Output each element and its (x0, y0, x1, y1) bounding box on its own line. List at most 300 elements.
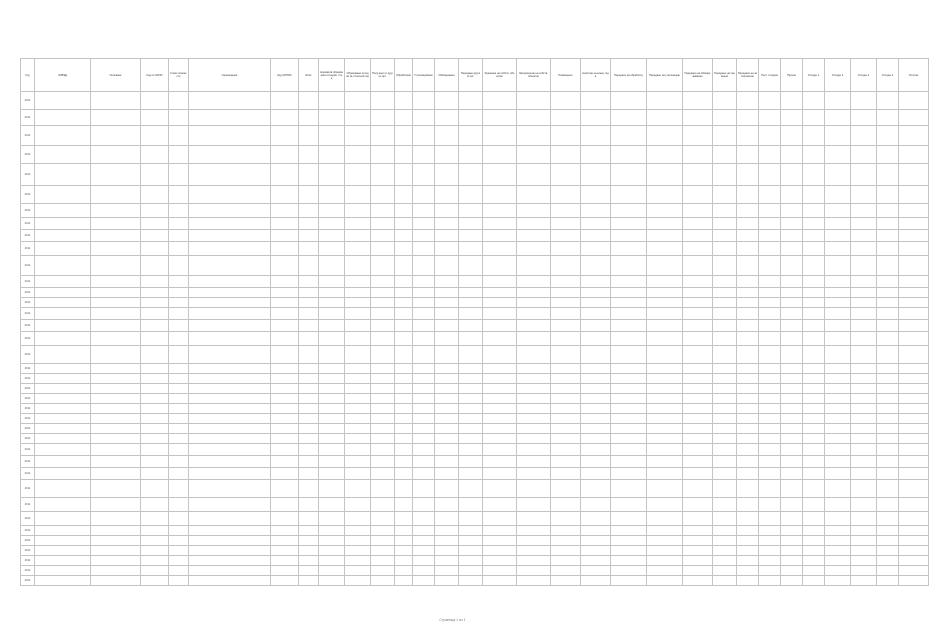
table-cell (551, 346, 581, 364)
table-cell: 2014 (21, 498, 35, 512)
table-cell (713, 456, 737, 468)
table-cell (91, 276, 141, 288)
table-cell (459, 566, 483, 576)
table-cell (459, 456, 483, 468)
table-cell (345, 556, 371, 566)
table-cell (851, 444, 877, 456)
column-header: Наличие на конец года (581, 59, 611, 92)
table-cell (395, 204, 413, 218)
table-cell (395, 110, 413, 126)
table-cell (551, 394, 581, 404)
table-cell (517, 576, 551, 586)
table-cell (395, 164, 413, 186)
table-cell (319, 394, 345, 404)
table-cell (611, 468, 647, 480)
table-cell (877, 384, 899, 394)
table-cell (169, 480, 189, 498)
table-cell (91, 576, 141, 586)
table-cell (759, 394, 781, 404)
table-cell (319, 364, 345, 374)
table-cell (189, 498, 271, 512)
table-row (21, 126, 929, 146)
table-cell (299, 394, 319, 404)
table-cell (345, 526, 371, 536)
table-cell (271, 92, 299, 110)
table-cell (413, 546, 435, 556)
table-cell (483, 404, 517, 414)
column-header: Норматив образования отходов, т/год (319, 59, 345, 92)
table-cell (189, 164, 271, 186)
table-cell (189, 242, 271, 256)
table-cell (345, 288, 371, 298)
table-cell (803, 456, 825, 468)
table-cell (319, 186, 345, 204)
table-cell (271, 456, 299, 468)
table-cell (899, 218, 929, 230)
table-cell (759, 218, 781, 230)
table-cell (271, 186, 299, 204)
column-header: Класс опасности (169, 59, 189, 92)
table-cell (395, 414, 413, 424)
table-cell (759, 546, 781, 556)
table-cell (759, 384, 781, 394)
table-cell (371, 576, 395, 586)
table-cell (395, 126, 413, 146)
table-cell (899, 332, 929, 346)
table-cell (759, 566, 781, 576)
table-cell (647, 276, 683, 288)
table-cell (413, 384, 435, 394)
table-cell (517, 298, 551, 308)
table-cell (551, 444, 581, 456)
table-cell (781, 346, 803, 364)
table-cell (371, 374, 395, 384)
table-cell (459, 546, 483, 556)
table-cell (611, 566, 647, 576)
table-cell (825, 256, 851, 276)
table-cell (713, 308, 737, 320)
table-cell (299, 186, 319, 204)
table-cell (413, 276, 435, 288)
table-cell: 2014 (21, 320, 35, 332)
table-cell (395, 288, 413, 298)
table-cell (435, 164, 459, 186)
table-cell (759, 536, 781, 546)
table-cell (803, 320, 825, 332)
table-cell (683, 374, 713, 384)
table-cell (345, 374, 371, 384)
table-cell (803, 512, 825, 526)
table-cell (345, 566, 371, 576)
table-cell (141, 434, 169, 444)
table-cell (581, 256, 611, 276)
table-cell (899, 394, 929, 404)
table-cell (413, 374, 435, 384)
table-cell (877, 256, 899, 276)
table-cell (581, 308, 611, 320)
table-cell (877, 526, 899, 536)
table-cell (803, 576, 825, 586)
table-cell (413, 332, 435, 346)
table-cell (899, 456, 929, 468)
table-cell (35, 444, 91, 456)
table-cell (581, 434, 611, 444)
table-cell (435, 332, 459, 346)
table-cell (803, 288, 825, 298)
table-cell (611, 92, 647, 110)
table-cell (781, 498, 803, 512)
table-cell (713, 498, 737, 512)
table-cell (551, 298, 581, 308)
table-cell (319, 566, 345, 576)
column-header: Отходы 2 (825, 59, 851, 92)
table-cell (459, 374, 483, 384)
table-cell (345, 276, 371, 288)
table-cell (877, 374, 899, 384)
table-cell (737, 204, 759, 218)
table-cell (319, 288, 345, 298)
table-cell (413, 424, 435, 434)
table-cell (759, 242, 781, 256)
table-cell (395, 242, 413, 256)
table-cell (141, 346, 169, 364)
table-cell (189, 434, 271, 444)
table-cell (551, 498, 581, 512)
table-cell (319, 512, 345, 526)
table-cell (319, 276, 345, 288)
table-cell (319, 218, 345, 230)
table-cell (483, 374, 517, 384)
table-cell (395, 468, 413, 480)
table-cell (825, 186, 851, 204)
column-header: Прочие (781, 59, 803, 92)
table-cell (345, 394, 371, 404)
table-cell (611, 394, 647, 404)
column-header: Отходы 1 (803, 59, 825, 92)
table-cell (435, 110, 459, 126)
table-cell (35, 576, 91, 586)
table-cell (91, 126, 141, 146)
table-cell (169, 414, 189, 424)
table-cell (581, 444, 611, 456)
table-cell (737, 276, 759, 288)
table-cell (611, 218, 647, 230)
table-cell (581, 346, 611, 364)
table-cell (581, 566, 611, 576)
table-cell (899, 526, 929, 536)
table-cell (551, 164, 581, 186)
table-cell (91, 256, 141, 276)
column-header: Год (21, 59, 35, 92)
table-cell (459, 92, 483, 110)
table-cell (781, 298, 803, 308)
table-cell (189, 288, 271, 298)
table-cell (611, 374, 647, 384)
table-cell (371, 404, 395, 414)
table-cell (395, 434, 413, 444)
table-cell (169, 256, 189, 276)
table-cell (483, 384, 517, 394)
table-cell: 2014 (21, 92, 35, 110)
table-cell (413, 204, 435, 218)
table-cell (551, 256, 581, 276)
table-cell (611, 444, 647, 456)
table-cell (899, 298, 929, 308)
table-cell (141, 566, 169, 576)
table-cell (825, 424, 851, 434)
table-cell (551, 276, 581, 288)
table-cell (877, 126, 899, 146)
table-cell (35, 256, 91, 276)
table-cell (899, 468, 929, 480)
table-cell (551, 332, 581, 346)
table-cell (611, 126, 647, 146)
table-cell (581, 374, 611, 384)
table-row (21, 556, 929, 566)
table-cell (435, 468, 459, 480)
table-cell (435, 288, 459, 298)
table-cell (435, 512, 459, 526)
table-cell (345, 218, 371, 230)
table-cell (345, 308, 371, 320)
table-cell (825, 92, 851, 110)
table-cell (91, 164, 141, 186)
table-cell (35, 394, 91, 404)
table-cell (459, 332, 483, 346)
table-cell (435, 566, 459, 576)
table-cell (611, 346, 647, 364)
table-row (21, 164, 929, 186)
table-cell (825, 414, 851, 424)
table-cell (319, 434, 345, 444)
table-cell (611, 288, 647, 298)
table-cell (413, 536, 435, 546)
table-cell (683, 556, 713, 566)
table-cell (371, 110, 395, 126)
table-cell (825, 126, 851, 146)
table-row (21, 394, 929, 404)
table-cell (581, 276, 611, 288)
table-cell (611, 526, 647, 536)
table-cell (435, 384, 459, 394)
table-cell (517, 526, 551, 536)
table-cell (581, 384, 611, 394)
table-cell (825, 204, 851, 218)
table-cell (759, 288, 781, 298)
table-cell (803, 186, 825, 204)
table-cell (611, 242, 647, 256)
table-cell (435, 298, 459, 308)
column-header: Передано на захоронение (737, 59, 759, 92)
table-cell (371, 536, 395, 546)
table-cell: 2014 (21, 556, 35, 566)
table-cell (189, 276, 271, 288)
table-cell (319, 230, 345, 242)
table-cell (759, 186, 781, 204)
table-cell (435, 92, 459, 110)
table-cell (851, 164, 877, 186)
table-cell (683, 498, 713, 512)
table-cell (713, 480, 737, 498)
table-cell (435, 480, 459, 498)
table-cell (435, 346, 459, 364)
table-cell (395, 424, 413, 434)
table-cell (647, 526, 683, 536)
table-row (21, 414, 929, 424)
table-cell (459, 480, 483, 498)
table-cell (395, 218, 413, 230)
table-cell (395, 276, 413, 288)
table-cell (899, 480, 929, 498)
table-cell (459, 204, 483, 218)
table-cell (647, 186, 683, 204)
table-cell (299, 424, 319, 434)
table-cell (35, 204, 91, 218)
table-row (21, 242, 929, 256)
table-cell (435, 126, 459, 146)
table-cell (517, 308, 551, 320)
table-cell (781, 218, 803, 230)
table-cell (713, 146, 737, 164)
table-cell (825, 512, 851, 526)
table-cell (169, 536, 189, 546)
table-cell (759, 512, 781, 526)
table-cell (319, 468, 345, 480)
table-cell: 2014 (21, 276, 35, 288)
table-cell (877, 556, 899, 566)
table-cell (781, 384, 803, 394)
table-cell (737, 242, 759, 256)
table-cell (899, 536, 929, 546)
table-cell (803, 536, 825, 546)
table-cell (551, 218, 581, 230)
table-cell (899, 146, 929, 164)
table-cell (371, 498, 395, 512)
table-cell (551, 424, 581, 434)
table-cell (483, 276, 517, 288)
table-cell (781, 126, 803, 146)
table-cell (803, 256, 825, 276)
table-cell (581, 204, 611, 218)
table-cell (759, 346, 781, 364)
table-cell (825, 288, 851, 298)
table-cell (851, 456, 877, 468)
table-cell (345, 164, 371, 186)
table-cell (483, 576, 517, 586)
table-cell (781, 566, 803, 576)
table-cell (517, 204, 551, 218)
table-cell (319, 498, 345, 512)
table-cell (899, 276, 929, 288)
table-cell (319, 526, 345, 536)
table-cell (483, 230, 517, 242)
table-cell (877, 394, 899, 404)
table-cell (803, 434, 825, 444)
table-cell (169, 444, 189, 456)
table-cell (345, 256, 371, 276)
table-cell (271, 288, 299, 298)
table-cell (877, 512, 899, 526)
table-cell (435, 276, 459, 288)
table-cell (413, 526, 435, 536)
column-header: Передано на хранение (713, 59, 737, 92)
table-cell (35, 298, 91, 308)
table-cell (395, 480, 413, 498)
table-cell (35, 414, 91, 424)
column-header: Описание (91, 59, 141, 92)
table-cell (189, 320, 271, 332)
table-cell (877, 346, 899, 364)
table-cell (759, 498, 781, 512)
table-cell (713, 320, 737, 332)
table-cell (877, 308, 899, 320)
table-cell (737, 434, 759, 444)
table-cell (91, 424, 141, 434)
table-cell: 2014 (21, 480, 35, 498)
table-cell (517, 374, 551, 384)
table-cell (91, 186, 141, 204)
table-cell (371, 92, 395, 110)
table-cell (851, 566, 877, 576)
table-cell (683, 468, 713, 480)
table-cell (141, 536, 169, 546)
table-row (21, 308, 929, 320)
table-cell (517, 414, 551, 424)
table-cell (319, 414, 345, 424)
table-cell (371, 468, 395, 480)
table-cell (825, 384, 851, 394)
table-cell (683, 308, 713, 320)
column-header: Утилизировано (413, 59, 435, 92)
table-cell (899, 110, 929, 126)
table-cell (713, 414, 737, 424)
table-cell (713, 384, 737, 394)
table-row (21, 204, 929, 218)
table-cell (713, 576, 737, 586)
table-cell (647, 230, 683, 242)
table-cell (713, 526, 737, 536)
table-cell (189, 526, 271, 536)
table-cell (803, 164, 825, 186)
column-header: Передано на обезвреживание (683, 59, 713, 92)
table-cell (551, 468, 581, 480)
table-cell (683, 332, 713, 346)
table-cell (271, 394, 299, 404)
table-row (21, 444, 929, 456)
table-cell (141, 424, 169, 434)
table-cell (611, 146, 647, 164)
table-row (21, 526, 929, 536)
table-cell (683, 526, 713, 536)
table-cell (877, 434, 899, 444)
table-cell (169, 546, 189, 556)
table-cell (683, 346, 713, 364)
table-cell (581, 414, 611, 424)
table-cell (271, 110, 299, 126)
table-cell (803, 546, 825, 556)
table-row (21, 256, 929, 276)
table-cell (299, 566, 319, 576)
table-cell (395, 566, 413, 576)
table-cell (551, 374, 581, 384)
table-cell (459, 320, 483, 332)
column-header: ОКВЭД (35, 59, 91, 92)
table-cell (483, 456, 517, 468)
table-cell (647, 546, 683, 556)
table-cell (899, 546, 929, 556)
table-cell (551, 456, 581, 468)
table-cell (319, 256, 345, 276)
